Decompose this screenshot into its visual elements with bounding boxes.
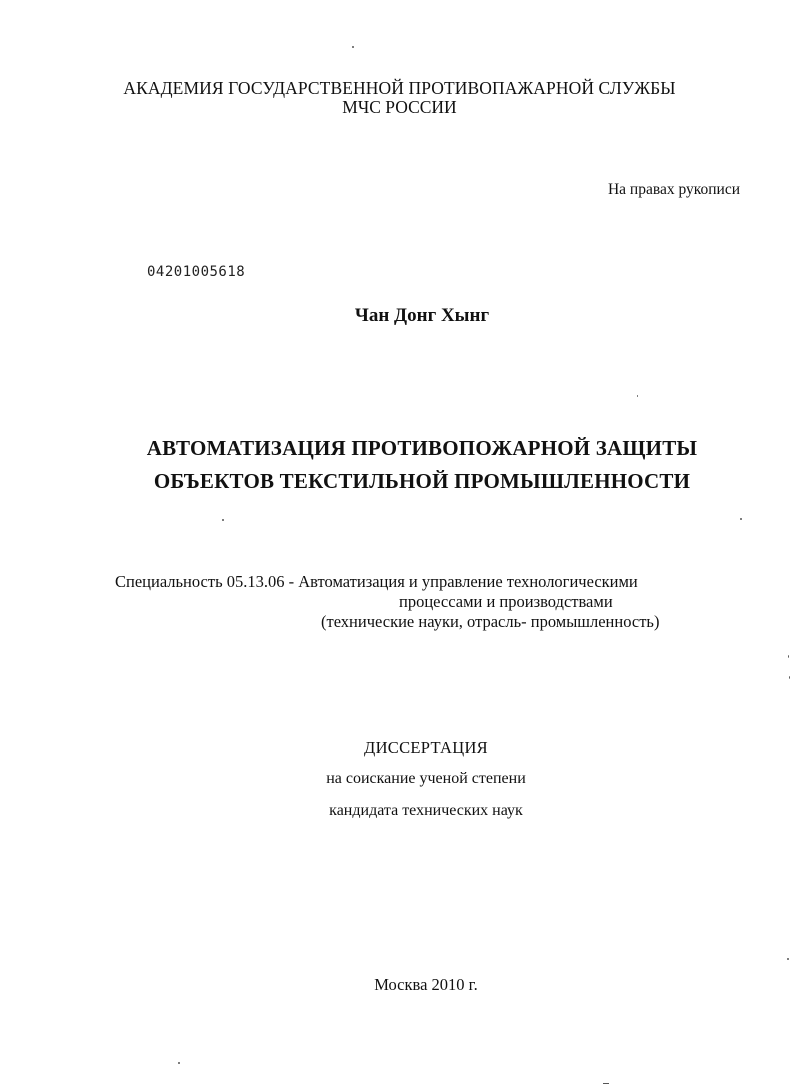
author-name: Чан Донг Хынг [354, 305, 490, 326]
degree-line2: кандидата технических наук [329, 802, 523, 819]
scan-speck [222, 519, 224, 521]
archive-stamp-number: 04201005618 [147, 264, 246, 280]
scan-speck [789, 676, 790, 679]
manuscript-rights-note: На правах рукописи [607, 181, 740, 198]
scan-speck [788, 655, 789, 658]
dissertation-title-line1: АВТОМАТИЗАЦИЯ ПРОТИВОПОЖАРНОЙ ЗАЩИТЫ [146, 436, 698, 460]
dissertation-title-line2: ОБЪЕКТОВ ТЕКСТИЛЬНОЙ ПРОМЫШЛЕННОСТИ [153, 469, 691, 493]
specialty-line1: Специальность 05.13.06 - Автоматизация и управление технологическими [115, 572, 638, 591]
scan-speck [787, 958, 789, 960]
document-type: ДИССЕРТАЦИЯ [364, 738, 488, 757]
institution-name-line1: АКАДЕМИЯ ГОСУДАРСТВЕННОЙ ПРОТИВОПАЖАРНОЙ СЛУЖБЫ [123, 78, 676, 98]
city-year: Москва 2010 г. [374, 975, 478, 994]
degree-line1: на соискание ученой степени [326, 770, 526, 787]
scan-speck [178, 1062, 180, 1064]
specialty-line2: процессами и производствами [399, 592, 613, 611]
institution-name-line2: МЧС РОССИИ [342, 97, 457, 117]
scan-speck [352, 46, 354, 48]
scan-speck [637, 395, 638, 397]
specialty-line3: (технические науки, отрасль- промышленность) [321, 612, 660, 631]
scan-speck [603, 1083, 609, 1084]
scan-speck [740, 518, 742, 520]
